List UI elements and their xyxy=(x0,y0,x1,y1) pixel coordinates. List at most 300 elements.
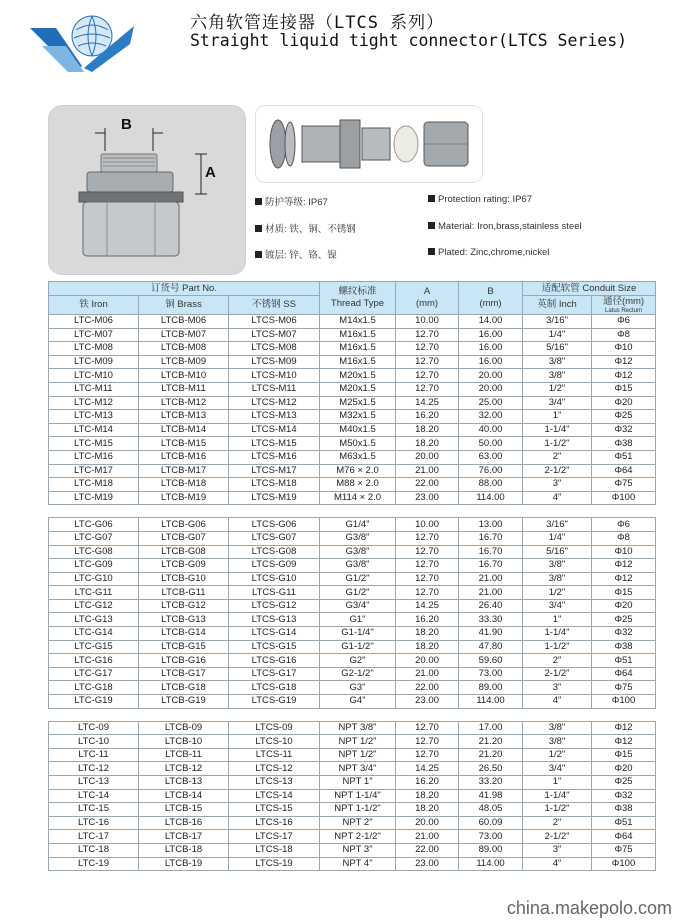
table-row xyxy=(49,491,656,505)
group-separator xyxy=(49,708,656,721)
table-cell: M16x1.5 xyxy=(320,355,396,369)
table-cell: LTCS-G18 xyxy=(229,681,320,695)
table-cell: 88.00 xyxy=(459,478,523,492)
table-cell: LTCS-M19 xyxy=(229,491,320,505)
spec-plated-cn-text: 镀层: 锌、铬、镍 xyxy=(265,250,337,261)
table-cell: 32.00 xyxy=(459,410,523,424)
table-cell: 3/4" xyxy=(523,396,592,410)
table-cell: 1/2" xyxy=(523,382,592,396)
table-cell: LTC-15 xyxy=(49,803,139,817)
table-cell: Φ10 xyxy=(592,342,656,356)
title-english: Straight liquid tight connector(LTCS Series) xyxy=(190,31,628,50)
table-cell: 16.20 xyxy=(396,613,459,627)
table-cell: 20.00 xyxy=(396,816,459,830)
table-cell: Φ8 xyxy=(592,328,656,342)
table-cell: NPT 4" xyxy=(320,857,396,871)
table-cell: LTCS-M11 xyxy=(229,382,320,396)
table-cell: LTC-G15 xyxy=(49,640,139,654)
table-cell: 3/8" xyxy=(523,721,592,735)
table-row xyxy=(49,328,656,342)
table-cell: 1-1/2" xyxy=(523,437,592,451)
table-cell: LTC-09 xyxy=(49,721,139,735)
table-cell: LTCB-G18 xyxy=(139,681,229,695)
table-cell: LTCS-17 xyxy=(229,830,320,844)
table-cell: 12.70 xyxy=(396,735,459,749)
table-cell: 3/8" xyxy=(523,735,592,749)
table-cell: G3/8" xyxy=(320,531,396,545)
table-row xyxy=(49,627,656,641)
table-cell: 20.00 xyxy=(396,654,459,668)
table-row xyxy=(49,464,656,478)
table-cell: LTCB-14 xyxy=(139,789,229,803)
table-cell: 73.00 xyxy=(459,667,523,681)
table-cell: LTCS-M15 xyxy=(229,437,320,451)
table-cell: Φ32 xyxy=(592,789,656,803)
table-cell: LTC-G18 xyxy=(49,681,139,695)
spec-plated-en-text: Plated: Zinc,chrome,nickel xyxy=(438,247,550,258)
table-cell: LTCB-M14 xyxy=(139,423,229,437)
table-cell: LTC-M09 xyxy=(49,355,139,369)
table-cell: 12.70 xyxy=(396,586,459,600)
table-cell: 21.00 xyxy=(396,667,459,681)
header-thread-cn: 螺纹标准 xyxy=(338,286,377,297)
table-cell: 14.25 xyxy=(396,599,459,613)
part-number-table xyxy=(48,281,656,871)
table-cell: 18.20 xyxy=(396,640,459,654)
table-cell: Φ64 xyxy=(592,830,656,844)
table-cell: 3/8" xyxy=(523,559,592,573)
table-cell: LTC-11 xyxy=(49,748,139,762)
table-cell: Φ10 xyxy=(592,545,656,559)
header-b xyxy=(459,282,523,315)
table-cell: G2-1/2" xyxy=(320,667,396,681)
table-cell: LTC-M15 xyxy=(49,437,139,451)
spec-protection-cn xyxy=(255,194,328,208)
table-cell: M20x1.5 xyxy=(320,369,396,383)
table-cell: 21.00 xyxy=(396,830,459,844)
spec-plated-en xyxy=(428,247,549,258)
table-cell: LTC-G16 xyxy=(49,654,139,668)
table-row xyxy=(49,667,656,681)
table-cell: Φ75 xyxy=(592,681,656,695)
table-row xyxy=(49,369,656,383)
table-cell: G3" xyxy=(320,681,396,695)
table-cell: 18.20 xyxy=(396,627,459,641)
table-cell: Φ38 xyxy=(592,803,656,817)
table-cell: LTCS-M14 xyxy=(229,423,320,437)
table-cell: 23.00 xyxy=(396,491,459,505)
table-cell: LTCS-M09 xyxy=(229,355,320,369)
table-cell: 1-1/2" xyxy=(523,803,592,817)
table-cell: LTCB-G19 xyxy=(139,695,229,709)
table-cell: 13.00 xyxy=(459,518,523,532)
table-cell: 3/8" xyxy=(523,355,592,369)
table-cell: NPT 2" xyxy=(320,816,396,830)
table-cell: Φ100 xyxy=(592,491,656,505)
table-cell: LTC-M13 xyxy=(49,410,139,424)
header-bore-label: 通径(mm) xyxy=(602,296,645,307)
table-cell: LTCS-M13 xyxy=(229,410,320,424)
table-cell: 26.50 xyxy=(459,762,523,776)
table-cell: G1/2" xyxy=(320,572,396,586)
table-cell: LTCS-M12 xyxy=(229,396,320,410)
table-cell: 89.00 xyxy=(459,843,523,857)
dimension-a-label: A xyxy=(205,164,216,181)
table-cell: 16.00 xyxy=(459,355,523,369)
table-cell: 41.90 xyxy=(459,627,523,641)
spec-material-en xyxy=(428,221,582,232)
table-cell: Φ100 xyxy=(592,695,656,709)
table-cell: LTCS-G06 xyxy=(229,518,320,532)
table-cell: LTCB-G16 xyxy=(139,654,229,668)
table-cell: M40x1.5 xyxy=(320,423,396,437)
table-cell: 1" xyxy=(523,613,592,627)
table-cell: LTCS-19 xyxy=(229,857,320,871)
table-row xyxy=(49,830,656,844)
table-cell: Φ64 xyxy=(592,464,656,478)
table-cell: Φ12 xyxy=(592,355,656,369)
header-bore xyxy=(592,296,656,315)
table-cell: 20.00 xyxy=(459,382,523,396)
table-cell: LTC-M08 xyxy=(49,342,139,356)
table-row xyxy=(49,654,656,668)
table-cell: LTCB-18 xyxy=(139,843,229,857)
table-cell: Φ25 xyxy=(592,776,656,790)
table-row xyxy=(49,545,656,559)
table-cell: LTC-M11 xyxy=(49,382,139,396)
header-ss: 不锈钢 SS xyxy=(229,296,320,315)
table-cell: M63x1.5 xyxy=(320,450,396,464)
table-cell: LTCB-M09 xyxy=(139,355,229,369)
table-cell: 3/8" xyxy=(523,369,592,383)
table-cell: M20x1.5 xyxy=(320,382,396,396)
table-cell: LTC-G07 xyxy=(49,531,139,545)
table-cell: 3/16" xyxy=(523,518,592,532)
table-row xyxy=(49,572,656,586)
table-cell: Φ6 xyxy=(592,315,656,329)
table-row xyxy=(49,681,656,695)
table-cell: LTCS-M07 xyxy=(229,328,320,342)
table-row xyxy=(49,423,656,437)
table-cell: LTC-G12 xyxy=(49,599,139,613)
table-cell: 2-1/2" xyxy=(523,830,592,844)
table-cell: NPT 3" xyxy=(320,843,396,857)
dimension-b-label: B xyxy=(121,116,132,133)
table-cell: M16x1.5 xyxy=(320,342,396,356)
table-cell: LTCS-12 xyxy=(229,762,320,776)
table-cell: LTCS-G19 xyxy=(229,695,320,709)
table-cell: M14x1.5 xyxy=(320,315,396,329)
table-cell: G1/2" xyxy=(320,586,396,600)
table-cell: Φ51 xyxy=(592,450,656,464)
table-cell: 3" xyxy=(523,681,592,695)
table-cell: LTC-17 xyxy=(49,830,139,844)
table-cell: 76.00 xyxy=(459,464,523,478)
table-cell: 12.70 xyxy=(396,328,459,342)
table-cell: LTC-M14 xyxy=(49,423,139,437)
table-cell: NPT 1-1/4" xyxy=(320,789,396,803)
table-cell: 16.70 xyxy=(459,531,523,545)
table-cell: LTCS-G15 xyxy=(229,640,320,654)
table-cell: Φ75 xyxy=(592,478,656,492)
table-cell: 20.00 xyxy=(459,369,523,383)
table-cell: 12.70 xyxy=(396,531,459,545)
table-cell: LTC-14 xyxy=(49,789,139,803)
table-cell: 2" xyxy=(523,654,592,668)
table-cell: 33.30 xyxy=(459,613,523,627)
table-cell: LTC-16 xyxy=(49,816,139,830)
table-cell: 22.00 xyxy=(396,681,459,695)
table-cell: LTC-G14 xyxy=(49,627,139,641)
spec-material-cn-text: 材质: 铁、铜、不锈钢 xyxy=(265,224,356,235)
table-cell: LTCB-M06 xyxy=(139,315,229,329)
table-cell: NPT 1-1/2" xyxy=(320,803,396,817)
table-cell: 4" xyxy=(523,491,592,505)
table-cell: 3/8" xyxy=(523,572,592,586)
table-cell: 12.70 xyxy=(396,545,459,559)
table-row xyxy=(49,789,656,803)
table-row xyxy=(49,748,656,762)
table-cell: LTCB-15 xyxy=(139,803,229,817)
table-cell: M32x1.5 xyxy=(320,410,396,424)
table-cell: LTCB-G10 xyxy=(139,572,229,586)
table-cell: 1-1/4" xyxy=(523,627,592,641)
table-cell: 18.20 xyxy=(396,437,459,451)
table-cell: LTCS-09 xyxy=(229,721,320,735)
table-cell: 21.00 xyxy=(459,586,523,600)
connector-drawing xyxy=(49,106,245,274)
table-cell: LTCS-G13 xyxy=(229,613,320,627)
table-row xyxy=(49,559,656,573)
table-cell: LTCB-G06 xyxy=(139,518,229,532)
table-row xyxy=(49,342,656,356)
table-cell: NPT 3/8" xyxy=(320,721,396,735)
table-cell: Φ38 xyxy=(592,640,656,654)
table-cell: 3/4" xyxy=(523,762,592,776)
table-cell: G3/4" xyxy=(320,599,396,613)
table-cell: 1" xyxy=(523,410,592,424)
table-cell: LTCS-16 xyxy=(229,816,320,830)
table-cell: LTCS-15 xyxy=(229,803,320,817)
table-cell: Φ38 xyxy=(592,437,656,451)
table-cell: LTC-G17 xyxy=(49,667,139,681)
table-cell: 16.70 xyxy=(459,559,523,573)
table-cell: G2" xyxy=(320,654,396,668)
table-cell: LTC-M12 xyxy=(49,396,139,410)
table-cell: 47.80 xyxy=(459,640,523,654)
table-cell: 2-1/2" xyxy=(523,464,592,478)
header-a xyxy=(396,282,459,315)
table-cell: 23.00 xyxy=(396,857,459,871)
table-body xyxy=(49,315,656,871)
table-cell: 2" xyxy=(523,816,592,830)
header-conduit: 适配软管 Conduit Size xyxy=(523,282,656,296)
table-cell: LTCS-G16 xyxy=(229,654,320,668)
table-cell: LTC-12 xyxy=(49,762,139,776)
table-cell: LTCS-G09 xyxy=(229,559,320,573)
connector-parts-photo xyxy=(255,105,483,183)
table-cell: NPT 1" xyxy=(320,776,396,790)
table-row xyxy=(49,613,656,627)
table-cell: Φ100 xyxy=(592,857,656,871)
table-cell: LTC-M07 xyxy=(49,328,139,342)
header-a-unit: (mm) xyxy=(415,298,439,309)
table-cell: M50x1.5 xyxy=(320,437,396,451)
table-cell: LTCB-G14 xyxy=(139,627,229,641)
table-cell: NPT 1/2" xyxy=(320,748,396,762)
table-cell: 4" xyxy=(523,695,592,709)
table-cell: 16.70 xyxy=(459,545,523,559)
table-row xyxy=(49,410,656,424)
table-cell: LTCB-09 xyxy=(139,721,229,735)
group-separator xyxy=(49,505,656,518)
table-cell: LTCB-G08 xyxy=(139,545,229,559)
parts-drawing xyxy=(256,106,482,182)
table-cell: LTCS-G07 xyxy=(229,531,320,545)
connector-diagram-photo xyxy=(48,105,246,275)
table-cell: LTCB-M17 xyxy=(139,464,229,478)
table-cell: 50.00 xyxy=(459,437,523,451)
table-cell: 1" xyxy=(523,776,592,790)
table-cell: Φ32 xyxy=(592,423,656,437)
table-cell: 12.70 xyxy=(396,369,459,383)
table-row xyxy=(49,396,656,410)
table-cell: 63.00 xyxy=(459,450,523,464)
table-row xyxy=(49,640,656,654)
table-cell: 18.20 xyxy=(396,423,459,437)
table-cell: M76 × 2.0 xyxy=(320,464,396,478)
table-cell: G1/4" xyxy=(320,518,396,532)
table-cell: LTCS-G17 xyxy=(229,667,320,681)
table-cell: 1-1/4" xyxy=(523,789,592,803)
table-cell: LTC-19 xyxy=(49,857,139,871)
table-row xyxy=(49,816,656,830)
table-cell: 2" xyxy=(523,450,592,464)
table-cell: Φ51 xyxy=(592,816,656,830)
company-logo xyxy=(26,6,138,78)
table-row xyxy=(49,599,656,613)
table-cell: LTCB-M07 xyxy=(139,328,229,342)
table-cell: 16.20 xyxy=(396,410,459,424)
table-row xyxy=(49,382,656,396)
table-cell: 16.00 xyxy=(459,328,523,342)
table-cell: LTCB-M13 xyxy=(139,410,229,424)
table-cell: 18.20 xyxy=(396,803,459,817)
table-cell: LTC-G19 xyxy=(49,695,139,709)
table-cell: 12.70 xyxy=(396,721,459,735)
table-cell: LTCB-M15 xyxy=(139,437,229,451)
table-cell: 22.00 xyxy=(396,843,459,857)
table-cell: Φ51 xyxy=(592,654,656,668)
table-cell: Φ8 xyxy=(592,531,656,545)
table-cell: G1" xyxy=(320,613,396,627)
table-cell: LTCB-13 xyxy=(139,776,229,790)
table-cell: Φ20 xyxy=(592,762,656,776)
table-cell: 12.70 xyxy=(396,559,459,573)
table-cell: LTCS-M18 xyxy=(229,478,320,492)
table-cell: Φ12 xyxy=(592,735,656,749)
table-cell: 1-1/4" xyxy=(523,423,592,437)
table-cell: 14.25 xyxy=(396,396,459,410)
table-cell: 12.70 xyxy=(396,382,459,396)
table-cell: LTCS-14 xyxy=(229,789,320,803)
table-cell: Φ15 xyxy=(592,586,656,600)
table-cell: 16.00 xyxy=(459,342,523,356)
table-cell: 3/16" xyxy=(523,315,592,329)
table-cell: 21.00 xyxy=(396,464,459,478)
page-header xyxy=(0,0,680,80)
table-cell: M114 × 2.0 xyxy=(320,491,396,505)
table-cell: 3" xyxy=(523,843,592,857)
header-iron: 铁 Iron xyxy=(49,296,139,315)
table-cell: LTC-G08 xyxy=(49,545,139,559)
table-cell: 16.20 xyxy=(396,776,459,790)
table-row xyxy=(49,843,656,857)
table-cell: LTCS-G10 xyxy=(229,572,320,586)
header-brass: 铜 Brass xyxy=(139,296,229,315)
table-cell: G3/8" xyxy=(320,545,396,559)
table-cell: LTCS-G12 xyxy=(229,599,320,613)
header-b-unit: (mm) xyxy=(479,298,502,309)
table-cell: Φ64 xyxy=(592,667,656,681)
header-inch: 英制 Inch xyxy=(523,296,592,315)
table-cell: 3" xyxy=(523,478,592,492)
table-cell: 26.40 xyxy=(459,599,523,613)
table-cell: LTCB-M19 xyxy=(139,491,229,505)
table-cell: LTCS-G08 xyxy=(229,545,320,559)
table-cell: LTC-G09 xyxy=(49,559,139,573)
table-cell: LTCB-G17 xyxy=(139,667,229,681)
table-cell: LTCB-G12 xyxy=(139,599,229,613)
table-cell: M25x1.5 xyxy=(320,396,396,410)
table-cell: 17.00 xyxy=(459,721,523,735)
table-cell: 73.00 xyxy=(459,830,523,844)
table-row xyxy=(49,803,656,817)
table-cell: LTC-M06 xyxy=(49,315,139,329)
spec-protection-en xyxy=(428,194,532,205)
table-cell: LTCB-G15 xyxy=(139,640,229,654)
table-cell: 4" xyxy=(523,857,592,871)
table-cell: 21.20 xyxy=(459,748,523,762)
table-cell: Φ20 xyxy=(592,396,656,410)
table-cell: LTC-13 xyxy=(49,776,139,790)
table-cell: LTCB-M16 xyxy=(139,450,229,464)
table-cell: Φ20 xyxy=(592,599,656,613)
table-cell: 25.00 xyxy=(459,396,523,410)
table-cell: LTCS-M08 xyxy=(229,342,320,356)
title-chinese: 六角软管连接器（LTCS 系列） xyxy=(190,13,445,33)
table-cell: LTCS-M16 xyxy=(229,450,320,464)
table-cell: 114.00 xyxy=(459,491,523,505)
table-cell: 14.25 xyxy=(396,762,459,776)
table-cell: 60.09 xyxy=(459,816,523,830)
table-cell: LTCB-19 xyxy=(139,857,229,871)
table-cell: Φ32 xyxy=(592,627,656,641)
table-cell: 40.00 xyxy=(459,423,523,437)
table-cell: 1/2" xyxy=(523,748,592,762)
table-cell: LTCS-M17 xyxy=(229,464,320,478)
table-cell: LTCB-17 xyxy=(139,830,229,844)
watermark: china.makepolo.com xyxy=(506,898,672,918)
table-cell: 18.20 xyxy=(396,789,459,803)
table-cell: 10.00 xyxy=(396,315,459,329)
table-cell: 22.00 xyxy=(396,478,459,492)
table-cell: 10.00 xyxy=(396,518,459,532)
table-cell: Φ12 xyxy=(592,721,656,735)
table-cell: Φ12 xyxy=(592,559,656,573)
table-cell: LTCS-M10 xyxy=(229,369,320,383)
table-cell: 89.00 xyxy=(459,681,523,695)
